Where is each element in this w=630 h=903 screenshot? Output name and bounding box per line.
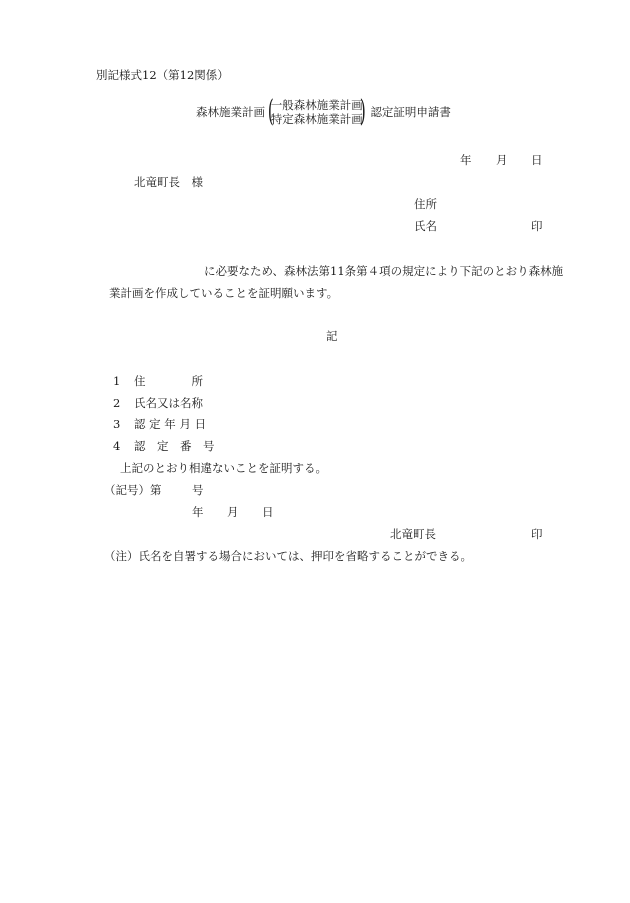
issuer-name: 北竜町長	[390, 527, 436, 541]
item-number: 3	[113, 417, 121, 431]
date-year: 年	[460, 153, 472, 167]
title-option-specific: 特定森林施業計画	[270, 112, 363, 126]
name-label: 氏名	[414, 219, 437, 233]
left-paren: (	[267, 94, 274, 129]
ki-heading: 記	[326, 329, 338, 343]
item-number: 1	[113, 374, 121, 388]
form-label: 別記様式12（第12関係）	[96, 68, 229, 82]
cert-date-day: 日	[262, 505, 274, 519]
title-option-general: 一般森林施業計画	[270, 98, 363, 112]
document-title	[196, 94, 451, 129]
item-number: 4	[113, 439, 121, 453]
title-options	[271, 98, 363, 126]
body-text-line-2: 業計画を作成していることを証明願います。	[109, 286, 339, 300]
applicant-seal: 印	[531, 219, 543, 233]
title-suffix: 認定証明申請書	[370, 105, 451, 119]
right-paren: )	[359, 94, 366, 129]
item-label: 住 所	[134, 374, 203, 388]
item-label: 氏名又は名称	[134, 396, 203, 410]
note: （注）氏名を自署する場合においては、押印を省略することができる。	[104, 549, 472, 563]
body-text-line-1: に必要なため、森林法第11条第４項の規定により下記のとおり森林施	[204, 264, 564, 278]
addressee: 北竜町長 様	[134, 175, 203, 189]
title-prefix: 森林施業計画	[196, 105, 265, 119]
record-number-label: （記号）第	[104, 483, 162, 497]
issuer-seal: 印	[531, 527, 543, 541]
item-number: 2	[113, 396, 121, 410]
date-month: 月	[496, 153, 508, 167]
item-label: 認 定 年 月 日	[134, 417, 207, 431]
address-label: 住所	[414, 197, 437, 211]
cert-date-year: 年	[192, 505, 204, 519]
record-number-suffix: 号	[192, 483, 204, 497]
cert-date-month: 月	[227, 505, 239, 519]
date-day: 日	[531, 153, 543, 167]
certification-text: 上記のとおり相違ないことを証明する。	[120, 461, 327, 475]
item-label: 認 定 番 号	[134, 439, 215, 453]
